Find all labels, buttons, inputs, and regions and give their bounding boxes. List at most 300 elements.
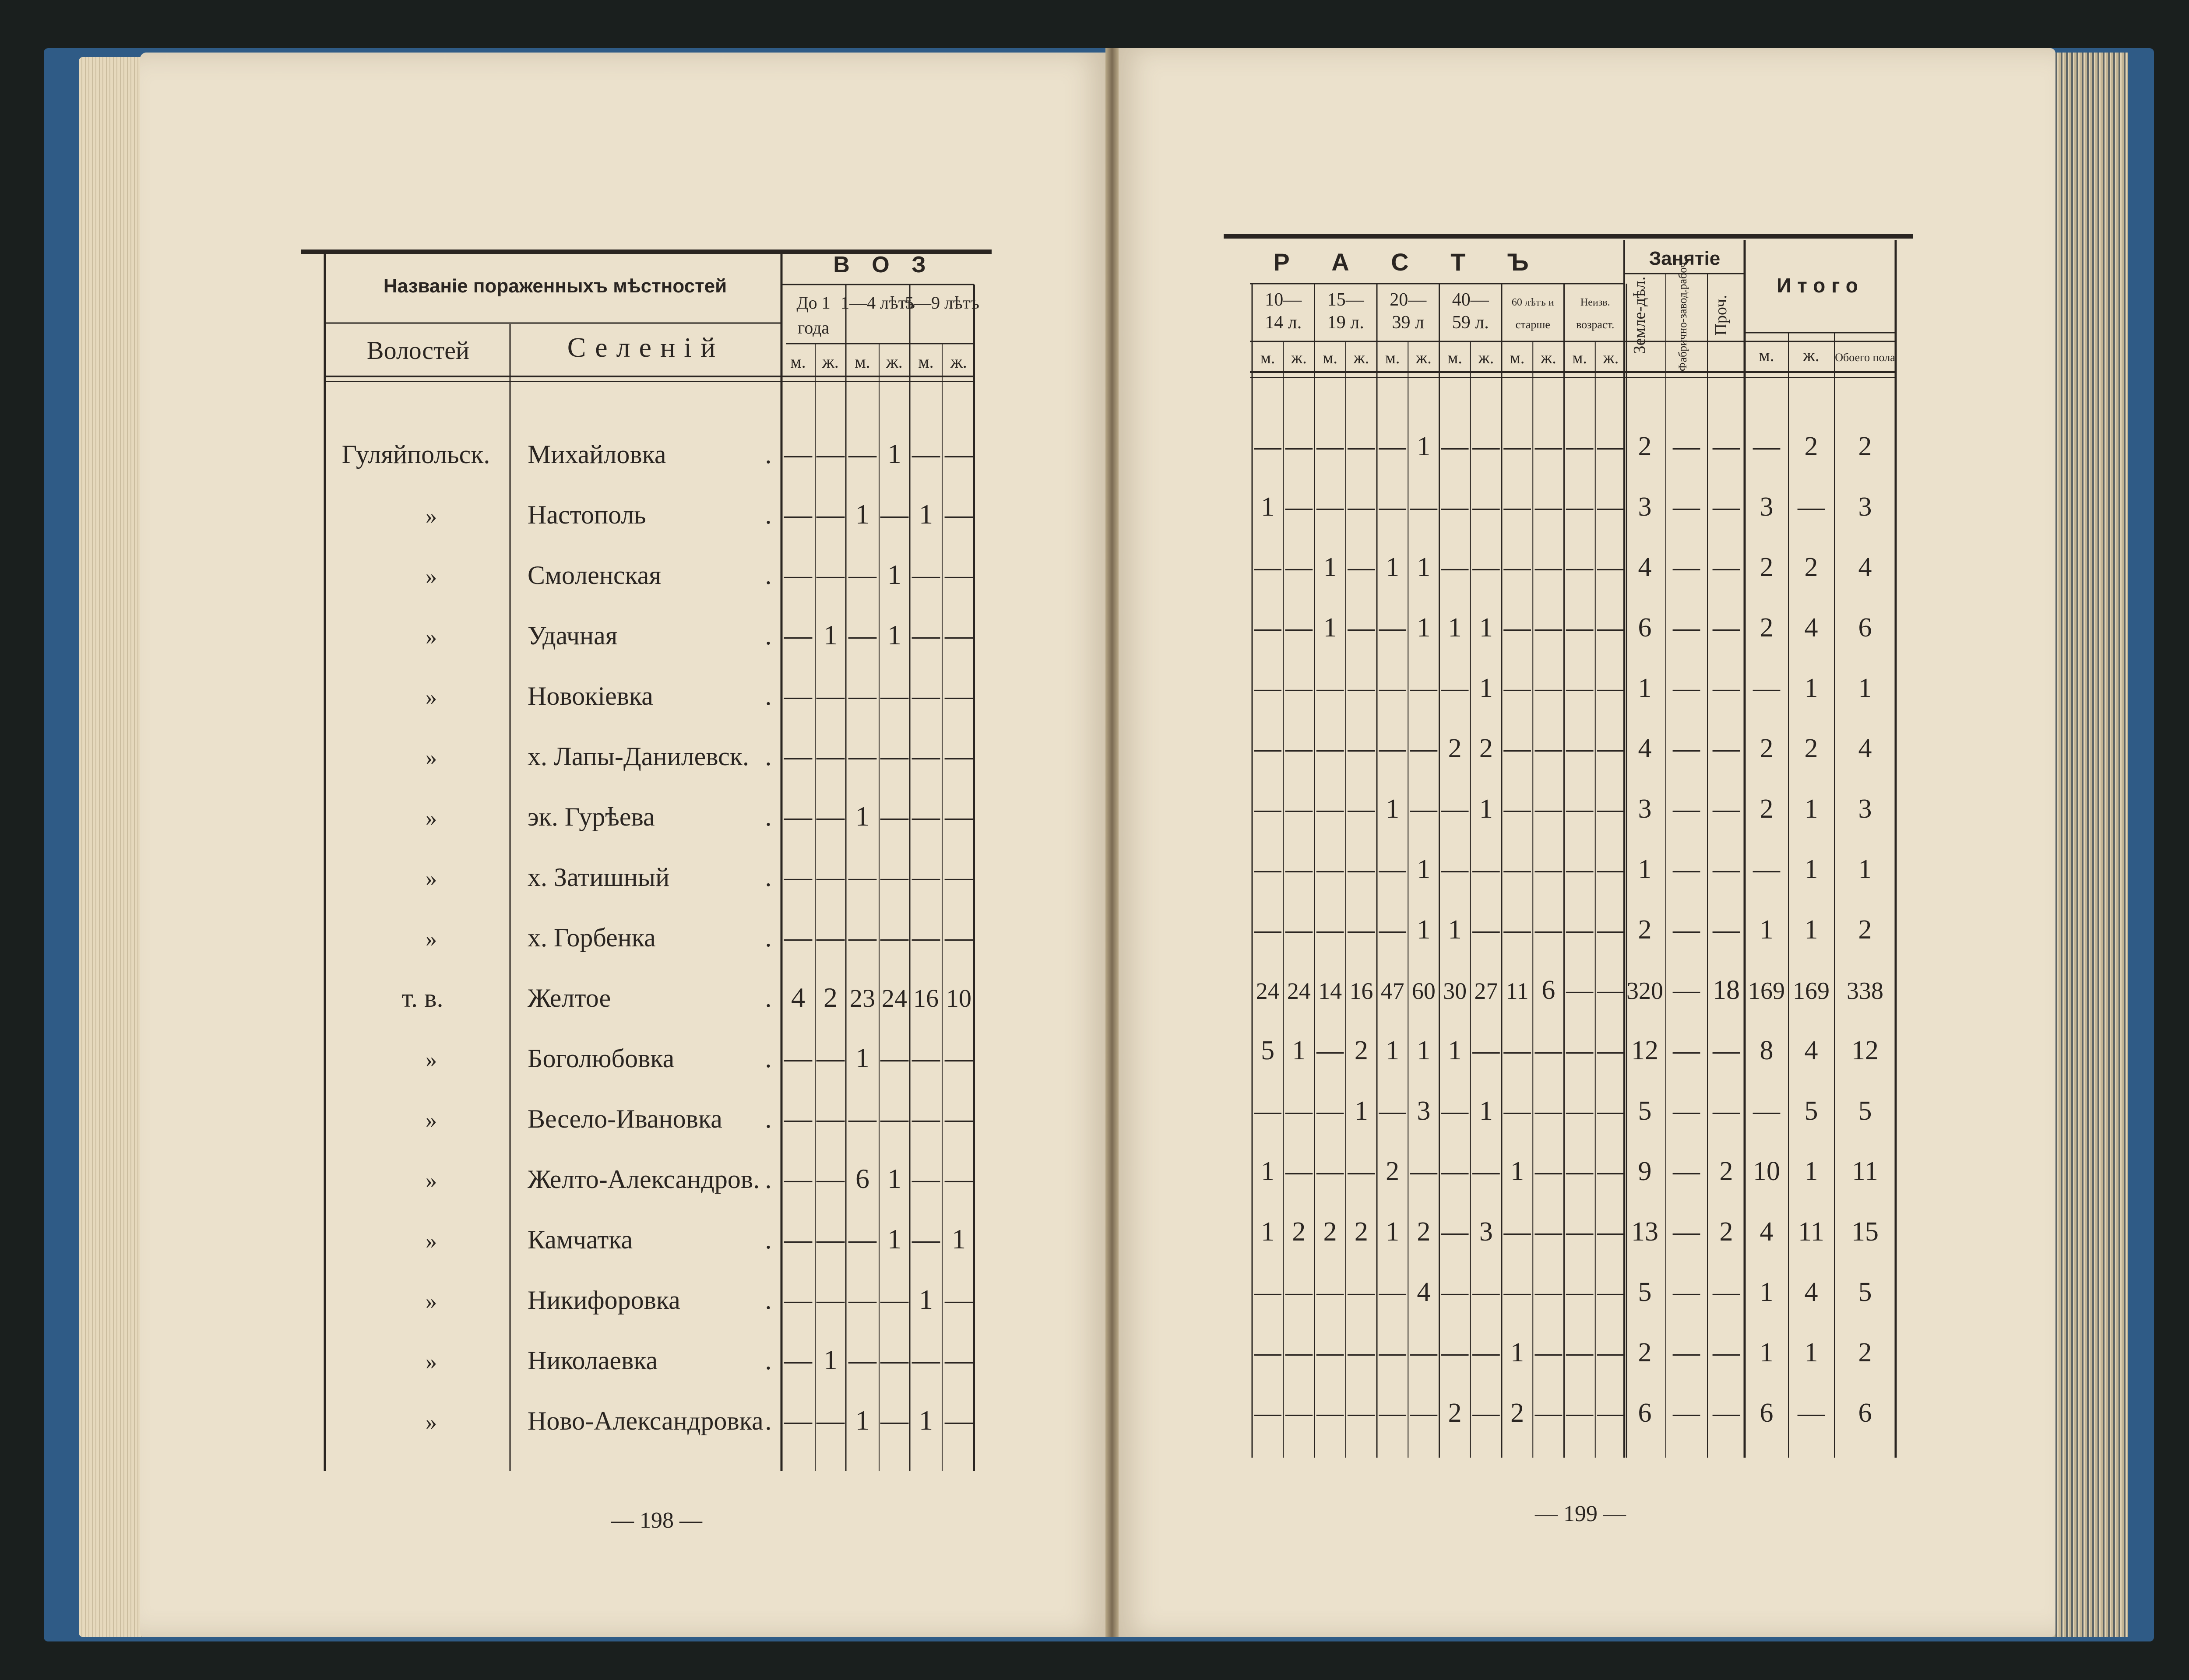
age-cell: — (912, 861, 940, 892)
age-cell: — (1285, 613, 1313, 643)
age-cell: — (1285, 432, 1313, 461)
age-cell: — (1441, 1338, 1469, 1367)
age-cell: — (1503, 492, 1531, 522)
age-cell: — (1379, 1277, 1406, 1307)
age-cell: — (1316, 1036, 1344, 1065)
selo-name: Никифоровка (528, 1286, 680, 1314)
age-cell: — (1348, 734, 1375, 763)
age-cell: — (1441, 492, 1469, 522)
total-cell: 5 (1858, 1277, 1872, 1307)
leader-dots: . (765, 863, 772, 892)
sex-header-male: м. (790, 352, 806, 372)
age-cell: 4 (1417, 1277, 1431, 1307)
occupation-cell: 5 (1638, 1277, 1652, 1307)
selo-name: Настополь (528, 500, 646, 529)
age-cell: — (945, 499, 973, 530)
age-cell: — (784, 438, 812, 469)
age-cell: — (1597, 613, 1625, 643)
age-cell: — (1597, 1398, 1625, 1428)
age-cell: — (1566, 734, 1594, 763)
age-cell: 27 (1474, 978, 1498, 1004)
total-cell: 3 (1858, 794, 1872, 824)
age-cell: — (1379, 1398, 1406, 1428)
occupation-cell: 9 (1638, 1156, 1652, 1186)
occupation-cell: — (1713, 552, 1740, 582)
selo-name: х. Лапы-Данилевск. (528, 742, 750, 771)
table-row (1254, 854, 1872, 884)
total-cell: 1 (1804, 1338, 1818, 1367)
leader-dots: . (765, 1044, 772, 1073)
age-cell: — (1285, 794, 1313, 824)
age-cell: 1 (1261, 492, 1275, 522)
age-cell: — (848, 559, 876, 590)
age-cell: — (1285, 492, 1313, 522)
age-cell: — (945, 1405, 973, 1436)
table-row (426, 1284, 973, 1315)
age-cell: 1 (919, 1284, 933, 1315)
age-cell: — (816, 801, 845, 832)
table-row (342, 438, 973, 469)
age-cell: — (1316, 854, 1344, 884)
age-cell: 1 (1479, 613, 1493, 643)
age-cell: — (1503, 734, 1531, 763)
leader-dots: . (765, 500, 772, 529)
occupation-cell: — (1673, 432, 1700, 461)
age-cell: — (1503, 673, 1531, 703)
age-cell: 1 (1448, 915, 1462, 945)
age-cell: — (1503, 1277, 1531, 1307)
total-cell: 2 (1858, 432, 1872, 461)
occupation-cell: — (1673, 492, 1700, 522)
volost-name: » (426, 504, 437, 529)
age-cell: — (1348, 1277, 1375, 1307)
age-cell: — (1316, 1156, 1344, 1186)
volost-name: » (426, 564, 437, 589)
total-cell: 338 (1847, 977, 1883, 1005)
total-cell: 5 (1858, 1096, 1872, 1126)
occupation-cell: — (1673, 734, 1700, 763)
total-cell: 2 (1804, 432, 1818, 461)
age-cell: — (1348, 854, 1375, 884)
age-cell: — (1410, 734, 1437, 763)
age-cell: — (1566, 1217, 1594, 1247)
total-cell: 2 (1804, 552, 1818, 582)
age-cell: — (912, 801, 940, 832)
occupation-cell: — (1713, 915, 1740, 945)
leader-dots: . (765, 1104, 772, 1133)
age-cell: — (1472, 1156, 1500, 1186)
age-cell: — (1503, 613, 1531, 643)
age-cell: — (1348, 794, 1375, 824)
age-cell: — (1285, 734, 1313, 763)
total-cell: 4 (1804, 1036, 1818, 1065)
table-row (1254, 613, 1872, 643)
age-cell: — (1597, 1217, 1625, 1247)
age-cell: — (1316, 915, 1344, 945)
age-column-header: 15— (1327, 290, 1364, 310)
table-row (1254, 734, 1872, 763)
age-cell: 1 (1417, 915, 1431, 945)
age-cell: — (1534, 734, 1562, 763)
age-cell: — (945, 740, 973, 771)
age-column-header: 20— (1390, 290, 1427, 310)
age-cell: 1 (824, 619, 838, 650)
occupation-cell: 320 (1626, 977, 1663, 1005)
age-cell: — (816, 1163, 845, 1194)
occupation-cell: — (1673, 1156, 1700, 1186)
age-cell: — (816, 438, 845, 469)
age-cell: — (816, 1223, 845, 1255)
total-cell: 12 (1851, 1036, 1879, 1065)
age-cell: — (784, 1344, 812, 1375)
age-cell: — (1285, 915, 1313, 945)
total-column-header: м. (1759, 345, 1774, 365)
occupation-cell: 4 (1638, 734, 1652, 763)
selo-name: Весело-Ивановка (528, 1104, 722, 1133)
age-cell: — (1410, 673, 1437, 703)
age-cell: 1 (855, 499, 869, 530)
age-cell: 1 (1323, 552, 1337, 582)
age-cell: — (1410, 794, 1437, 824)
volost-name: » (426, 866, 437, 891)
sex-header-female: ж. (1415, 349, 1432, 367)
occupation-cell: — (1713, 492, 1740, 522)
age-cell: — (1472, 1398, 1500, 1428)
total-cell: 1 (1804, 854, 1818, 884)
age-cell: 1 (1292, 1036, 1306, 1065)
page-number-right: — 199 — (1535, 1501, 1626, 1526)
age-cell: 1 (1417, 613, 1431, 643)
age-cell: — (1503, 1096, 1531, 1126)
table-row (1261, 1217, 1879, 1247)
age-cell: — (1566, 854, 1594, 884)
total-cell: — (1798, 1398, 1825, 1428)
table-row (1254, 915, 1872, 945)
age-group-header-right: Р А С Т Ъ (1273, 248, 1546, 276)
age-cell: — (1348, 432, 1375, 461)
occupation-cell: 6 (1638, 613, 1652, 643)
table-row (426, 559, 973, 590)
age-cell: — (784, 740, 812, 771)
selo-name: Боголюбовка (528, 1044, 675, 1073)
age-cell: — (1534, 1277, 1562, 1307)
age-cell: — (1441, 1096, 1469, 1126)
sex-header-female: ж. (950, 352, 967, 372)
age-cell: — (1597, 1338, 1625, 1367)
age-cell: 1 (1354, 1096, 1368, 1126)
age-cell: — (1316, 1338, 1344, 1367)
age-cell: — (1316, 1398, 1344, 1428)
age-cell: 30 (1443, 978, 1467, 1004)
volost-name: т. в. (401, 984, 443, 1012)
occupation-cell: — (1713, 1277, 1740, 1307)
table-row (426, 801, 973, 832)
sex-header-male: м. (1385, 349, 1400, 367)
occupation-column-headers (1630, 259, 1730, 371)
table-row (426, 1103, 973, 1134)
table-row (426, 499, 973, 530)
total-cell: 2 (1858, 915, 1872, 945)
age-cell: — (1534, 613, 1562, 643)
age-cell: 1 (1448, 1036, 1462, 1065)
leader-dots: . (765, 1225, 772, 1254)
age-cell: — (1534, 1156, 1562, 1186)
age-cell: — (848, 1223, 876, 1255)
sex-header-male: м. (1447, 349, 1462, 367)
age-cell: — (912, 680, 940, 711)
total-cell: 10 (1753, 1156, 1780, 1186)
table-row (426, 921, 973, 952)
age-cell: — (1566, 552, 1594, 582)
age-cell: 5 (1261, 1036, 1275, 1065)
age-cell: 6 (855, 1163, 869, 1194)
occupation-cell: 2 (1638, 1338, 1652, 1367)
occupation-cell: — (1673, 673, 1700, 703)
age-cell: — (1379, 1096, 1406, 1126)
age-cell: — (912, 1103, 940, 1134)
sex-header-male: м. (1510, 349, 1525, 367)
age-cell: — (945, 438, 973, 469)
total-cell: 4 (1760, 1217, 1774, 1247)
age-cell: — (1285, 1096, 1313, 1126)
age-cell: — (1441, 1217, 1469, 1247)
age-cell: — (1472, 915, 1500, 945)
age-cell: — (945, 1163, 973, 1194)
age-cell: — (912, 1223, 940, 1255)
age-cell: — (1254, 854, 1281, 884)
selo-name: Николаевка (528, 1346, 658, 1375)
age-cell: 24 (1256, 978, 1280, 1004)
occupation-cell: — (1673, 1277, 1700, 1307)
age-cell: — (1379, 613, 1406, 643)
leader-dots: . (765, 561, 772, 590)
age-cell: — (880, 1405, 908, 1436)
age-column-header: 10— (1265, 290, 1302, 310)
age-cell: 1 (919, 499, 933, 530)
age-cell: — (1566, 432, 1594, 461)
age-cell: — (880, 1284, 908, 1315)
age-cell: — (1534, 1036, 1562, 1065)
age-cell: — (880, 801, 908, 832)
age-cell: — (945, 680, 973, 711)
age-cell: — (1316, 492, 1344, 522)
table-row (1254, 1338, 1872, 1367)
total-cell: 1 (1804, 673, 1818, 703)
age-cell: — (816, 1103, 845, 1134)
age-cell: — (784, 801, 812, 832)
age-cell: — (1348, 613, 1375, 643)
age-cell: 1 (1417, 552, 1431, 582)
total-cell: 6 (1858, 1398, 1872, 1428)
table-row (1254, 1277, 1872, 1307)
age-cell: — (1566, 492, 1594, 522)
volost-name: » (426, 685, 437, 710)
age-cell: — (1316, 673, 1344, 703)
age-cell: — (1348, 492, 1375, 522)
age-cell: — (784, 1223, 812, 1255)
age-cell: — (1441, 794, 1469, 824)
age-cell: — (784, 1405, 812, 1436)
age-cell: — (1441, 673, 1469, 703)
occupation-cell: — (1713, 1096, 1740, 1126)
occupation-cell: — (1713, 613, 1740, 643)
volost-name: » (426, 1350, 437, 1374)
occupation-cell: 2 (1719, 1156, 1733, 1186)
occupation-cell: 1 (1638, 673, 1652, 703)
age-cell: 47 (1380, 978, 1404, 1004)
age-cell: — (1254, 794, 1281, 824)
age-cell: — (945, 559, 973, 590)
age-cell: 1 (919, 1405, 933, 1436)
occupation-cell: 12 (1631, 1036, 1658, 1065)
age-cell: 1 (1261, 1156, 1275, 1186)
occupation-cell: 6 (1638, 1398, 1652, 1428)
total-cell: 5 (1804, 1096, 1818, 1126)
sex-header-female: ж. (1540, 349, 1556, 367)
total-column-headers (1759, 345, 1895, 365)
age-cell: — (848, 1344, 876, 1375)
selo-name: Новокіевка (528, 682, 653, 710)
total-group-header: Итого (1777, 274, 1864, 297)
age-cell: 1 (855, 1042, 869, 1073)
age-cell: — (912, 1042, 940, 1073)
age-cell: 2 (1479, 734, 1493, 763)
age-cell: — (1503, 432, 1531, 461)
age-column-header-line2: 39 л (1392, 313, 1424, 333)
age-cell: — (1254, 1277, 1281, 1307)
age-cell: — (945, 1042, 973, 1073)
occupation-cell: 2 (1719, 1217, 1733, 1247)
occupation-cell: — (1673, 1217, 1700, 1247)
total-cell: 8 (1760, 1036, 1774, 1065)
age-cell: — (1534, 1398, 1562, 1428)
age-column-header-line2: 19 л. (1327, 313, 1364, 333)
table-row (426, 1163, 973, 1194)
age-cell: — (912, 921, 940, 952)
sex-header-female: ж. (1478, 349, 1494, 367)
age-cell: — (1379, 432, 1406, 461)
age-column-header: 1—4 лѣтъ (841, 293, 915, 313)
right-table-body (1254, 432, 1883, 1428)
age-cell: — (1597, 975, 1625, 1005)
age-cell: — (912, 740, 940, 771)
age-cell: — (1316, 432, 1344, 461)
total-cell: 2 (1760, 552, 1774, 582)
age-cell: — (1379, 492, 1406, 522)
age-cell: — (784, 921, 812, 952)
age-cell: 1 (1417, 854, 1431, 884)
total-cell: 3 (1858, 492, 1872, 522)
age-cell: — (1254, 1398, 1281, 1428)
age-cell: — (1534, 432, 1562, 461)
total-cell: 1 (1858, 854, 1872, 884)
age-cell: — (1316, 1096, 1344, 1126)
age-cell: — (1597, 1277, 1625, 1307)
age-cell: — (1254, 1338, 1281, 1367)
age-cell: — (1472, 854, 1500, 884)
total-column-header: ж. (1803, 345, 1819, 365)
age-cell: — (880, 1042, 908, 1073)
age-cell: — (784, 1103, 812, 1134)
left-header-title: Названіе пораженныхъ мѣстностей (383, 275, 727, 297)
age-cell: — (880, 921, 908, 952)
age-cell: — (1410, 1338, 1437, 1367)
age-cell: 1 (855, 1405, 869, 1436)
left-table-body (342, 438, 973, 1436)
selo-name: эк. Гурѣева (528, 802, 655, 831)
occupation-cell: — (1673, 613, 1700, 643)
volost-name: » (426, 745, 437, 770)
sex-header-female: ж. (822, 352, 839, 372)
age-cell: — (784, 499, 812, 530)
table-row (1261, 1156, 1878, 1186)
age-cell: — (1597, 492, 1625, 522)
occupation-column-header: Фабрично-завод.рабоч. (1676, 259, 1689, 372)
table-row (1256, 975, 1883, 1005)
age-cell: — (1503, 854, 1531, 884)
age-cell: 1 (887, 438, 901, 469)
age-cell: — (1503, 794, 1531, 824)
occupation-cell: 5 (1638, 1096, 1652, 1126)
table-row (1254, 552, 1872, 582)
age-cell: — (816, 921, 845, 952)
selo-name: Камчатка (528, 1225, 633, 1254)
age-cell: — (816, 680, 845, 711)
age-cell: — (1472, 552, 1500, 582)
total-cell: 1 (1804, 1156, 1818, 1186)
table-row (426, 619, 973, 650)
age-cell: 1 (1386, 1217, 1400, 1247)
age-cell: — (945, 1344, 973, 1375)
age-cell: — (1285, 1156, 1313, 1186)
left-age-column-headers (796, 293, 979, 337)
age-cell: 1 (1479, 1096, 1493, 1126)
occupation-cell: — (1713, 1338, 1740, 1367)
age-column-header-line2: возраст. (1576, 318, 1615, 331)
table-row (1254, 1096, 1872, 1126)
age-cell: 11 (1506, 978, 1529, 1004)
table-row (1261, 492, 1872, 522)
age-cell: — (1441, 552, 1469, 582)
volost-name: » (426, 1229, 437, 1254)
age-cell: — (1285, 552, 1313, 582)
age-cell: — (1534, 673, 1562, 703)
table-row (426, 1223, 966, 1255)
occupation-cell: — (1713, 794, 1740, 824)
volost-name: » (426, 927, 437, 952)
age-cell: — (1534, 794, 1562, 824)
age-cell: — (1316, 794, 1344, 824)
age-cell: — (1566, 613, 1594, 643)
volost-name: » (426, 1108, 437, 1133)
leader-dots: . (765, 742, 772, 771)
selo-name: Михайловка (528, 440, 666, 469)
age-cell: 60 (1411, 978, 1436, 1004)
age-cell: — (1441, 854, 1469, 884)
table-row (1254, 673, 1872, 703)
age-cell: — (945, 619, 973, 650)
occupation-cell: 2 (1638, 432, 1652, 461)
age-cell: — (1503, 1036, 1531, 1065)
age-cell: 16 (913, 984, 939, 1012)
age-cell: — (880, 861, 908, 892)
sex-header-female: ж. (1603, 349, 1619, 367)
total-cell: — (1753, 673, 1780, 703)
total-cell: — (1753, 1096, 1780, 1126)
age-cell: — (912, 619, 940, 650)
volost-name: » (426, 1410, 437, 1435)
age-cell: — (1566, 1156, 1594, 1186)
